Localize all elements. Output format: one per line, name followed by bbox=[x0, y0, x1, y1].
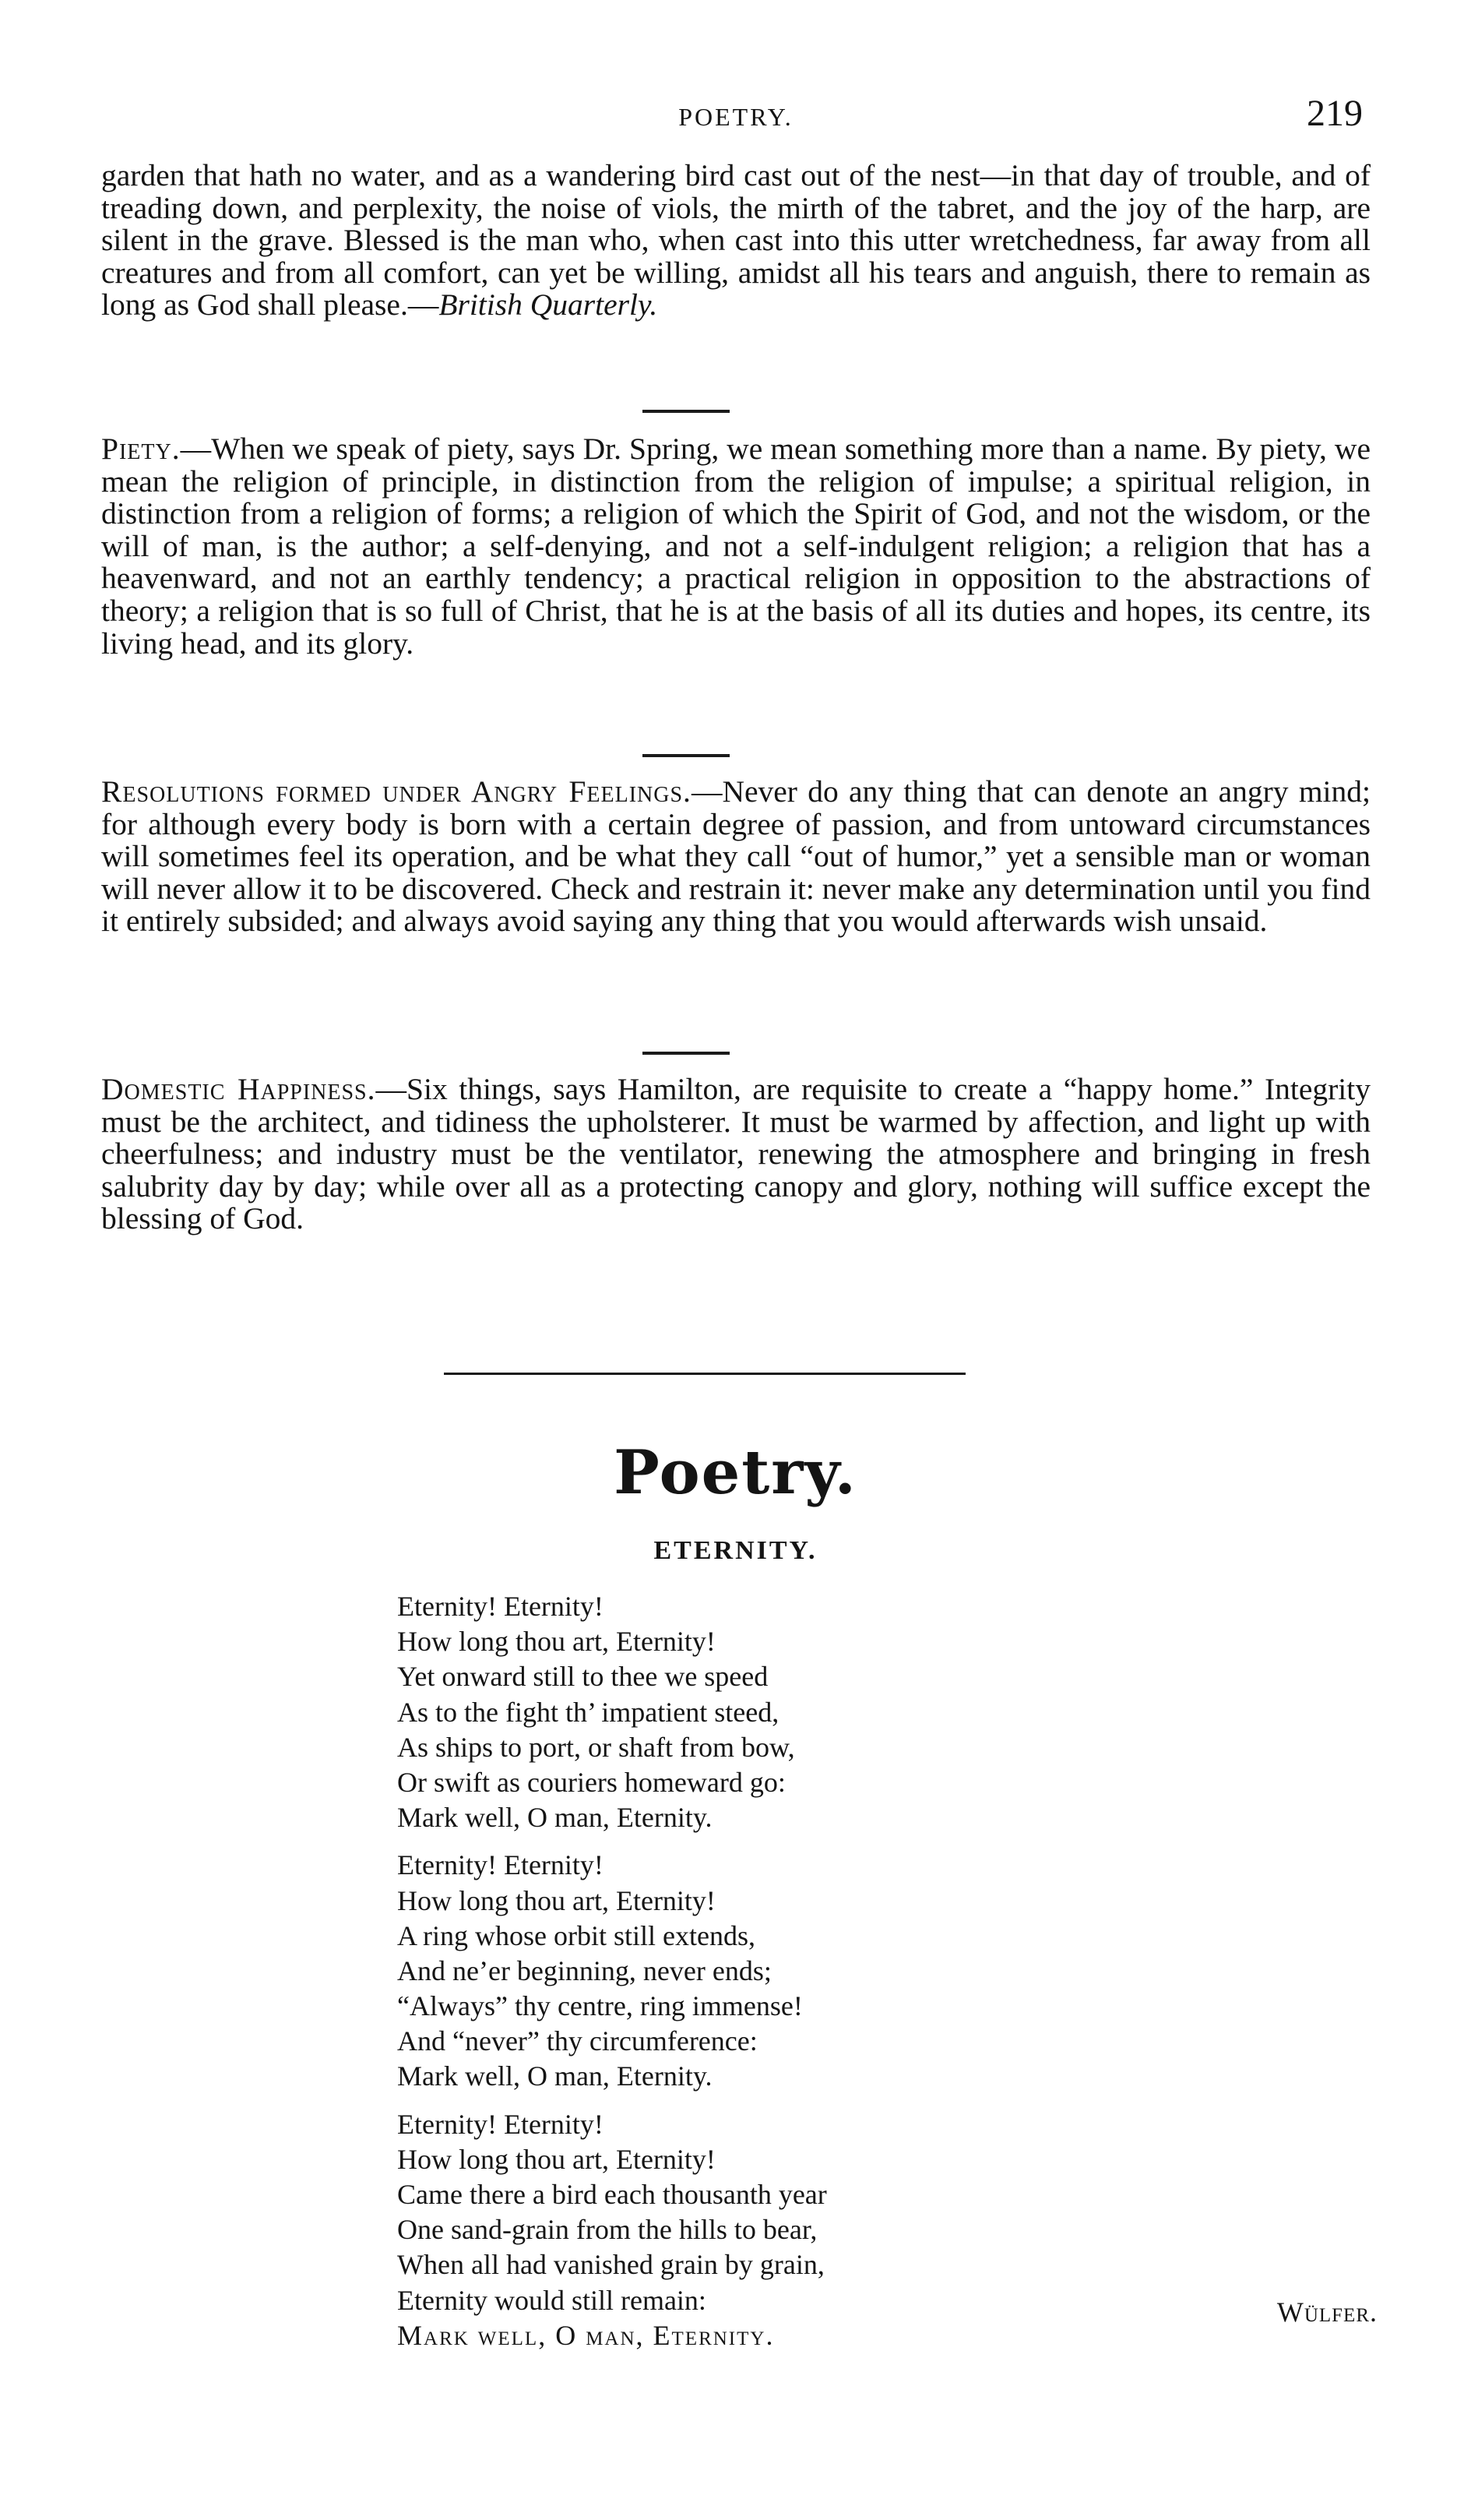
poem-line: How long thou art, Eternity! bbox=[397, 1626, 716, 1658]
paragraph-piety bbox=[101, 433, 1371, 660]
running-head bbox=[101, 92, 1371, 146]
paragraph-text: garden that hath no water, and as a wandering bird cast out of the nest—in that day of trouble, and of treading down, and perplexity, the noise of viols, the mirth of the tabret, and the joy of the harp, are silent in the grave. Blessed is the man who, when cast into this utter wretchedness, far away from all creatures and from all comfort, can yet be willing, amidst all his tears and anguish, there to remain as long as God shall please.— bbox=[101, 158, 1371, 322]
paragraph-text: —Six things, says Hamilton, are requisite to create a “happy home.” Integrity must be the architect, and tidiness the upholsterer. It must be warmed by affection, and light up with cheerfulness; and industry must be the ventilator, renewing the atmosphere and bringing in fresh salubrity day by day; while over all as a protecting canopy and glory, nothing will suffice except the blessing of God. bbox=[101, 1072, 1371, 1236]
poem-line: One sand-grain from the hills to bear, bbox=[397, 2214, 818, 2246]
poem-line: And “never” thy circumference: bbox=[397, 2025, 758, 2057]
paragraph-title: Piety. bbox=[101, 432, 181, 466]
paragraph-continuation bbox=[101, 160, 1371, 322]
poem-line: How long thou art, Eternity! bbox=[397, 1884, 716, 1916]
poem-refrain-line: Mark well, O man, Eternity. bbox=[397, 2319, 775, 2351]
section-divider bbox=[642, 410, 730, 413]
poem-stanza bbox=[397, 1589, 827, 1835]
poem-line: Came there a bird each thousanth year bbox=[397, 2179, 827, 2210]
poem-attribution: Wülfer. bbox=[1276, 2296, 1378, 2328]
poem-stanza bbox=[397, 2107, 827, 2353]
paragraph-text: —When we speak of piety, says Dr. Spring, we mean something more than a name. By piety, we mean the religion of principle, in distinction from the religion of impulse; a spiritual religion, in distinction from a religion of forms; a religion of which the Spirit of God, and not the wisdom, or the will of man, is the author; a self-denying, and not a self-indulgent religion; a religion that has a heavenward, and not an earthly tendency; a practical religion in opposition to the abstractions of theory; a religion that is so full of Christ, that he is at the basis of all its duties and hopes, its centre, its living head, and its glory. bbox=[101, 432, 1371, 661]
poem-line: When all had vanished grain by grain, bbox=[397, 2249, 825, 2281]
poem-line: Eternity! Eternity! bbox=[397, 2108, 604, 2140]
poem-body bbox=[397, 1589, 827, 2366]
poem-line: And ne’er beginning, never ends; bbox=[397, 1954, 772, 1986]
paragraph-domestic-happiness bbox=[101, 1073, 1371, 1235]
section-divider bbox=[642, 754, 730, 757]
paragraph-resolutions bbox=[101, 776, 1371, 938]
section-heading: Poetry. bbox=[614, 1437, 857, 1508]
section-divider bbox=[642, 1052, 730, 1055]
source-citation: British Quarterly. bbox=[438, 287, 658, 322]
page-number: 219 bbox=[1307, 93, 1363, 134]
poem-line: How long thou art, Eternity! bbox=[397, 2143, 716, 2175]
paragraph-title: Resolutions formed under Angry Feelings. bbox=[101, 774, 692, 809]
poem-line: Eternity! Eternity! bbox=[397, 1849, 604, 1881]
running-title: POETRY. bbox=[678, 103, 794, 131]
poem-line: Eternity would still remain: bbox=[397, 2284, 706, 2316]
poem-line: Or swift as couriers homeward go: bbox=[397, 1766, 786, 1798]
poem-line: “Always” thy centre, ring immense! bbox=[397, 1990, 803, 2022]
poem-stanza bbox=[397, 1848, 827, 2094]
paragraph-text: —Never do any thing that can denote an angry mind; for although every body is born with a certain degree of passion, and from untoward circumstances will sometimes feel its operation, and be what they call “out of humor,” yet a sensible man or woman will never allow it to be discovered. Check and restrain it: never make any determination until you find it entirely subsided; and always avoid saying any thing that you would afterwards wish unsaid. bbox=[101, 774, 1371, 939]
paragraph-title: Domestic Happiness. bbox=[101, 1072, 376, 1106]
poem-line: A ring whose orbit still extends, bbox=[397, 1919, 755, 1951]
poem-title: ETERNITY. bbox=[653, 1536, 818, 1565]
poem-line: As to the fight th’ impatient steed, bbox=[397, 1696, 779, 1728]
poem-line: Yet onward still to thee we speed bbox=[397, 1661, 769, 1693]
poem-line: Eternity! Eternity! bbox=[397, 1591, 604, 1622]
poem-line: Mark well, O man, Eternity. bbox=[397, 2060, 713, 2092]
section-rule bbox=[444, 1373, 966, 1375]
poem-line: As ships to port, or shaft from bow, bbox=[397, 1731, 795, 1763]
poem-line: Mark well, O man, Eternity. bbox=[397, 1802, 713, 1834]
